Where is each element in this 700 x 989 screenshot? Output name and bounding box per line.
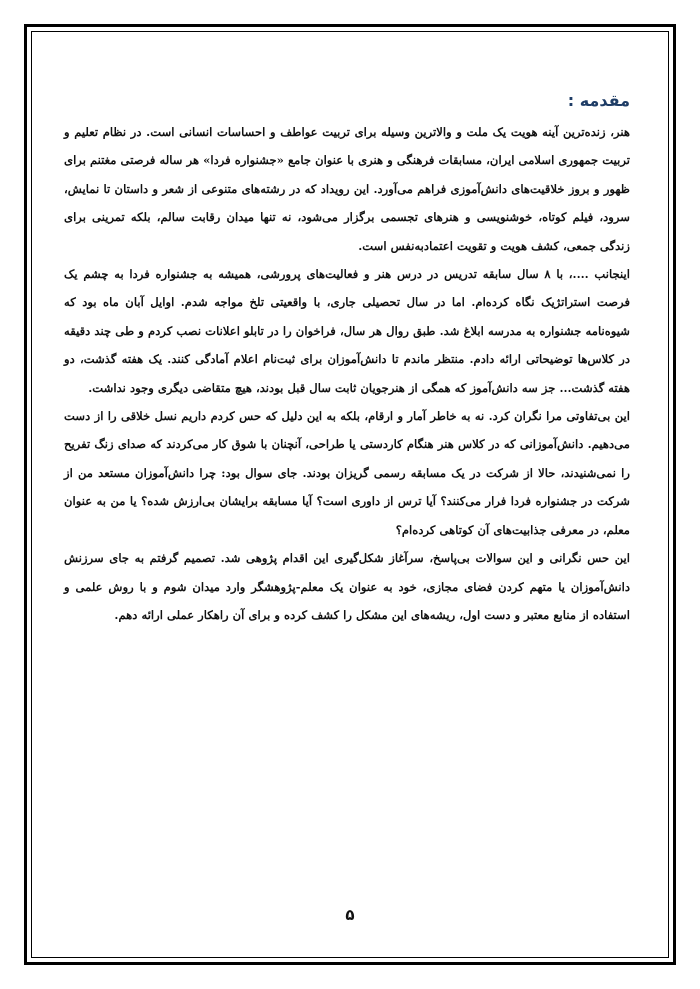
paragraph-intro: هنر، زنده‌ترین آینه هویت یک ملت و والاترین وسیله برای تربیت عواطف و احساسات انسانی است. در نظام تعلیم و تربیت جمهوری اسلامی ایران، مسابقات فرهنگی و هنری با عنوان جامع «جشنواره فردا» هر ساله فرصتی مغتنم برای ظهور و بروز خلاقیت‌های دانش‌آموزی فراهم می‌آورد. این رویداد که در رشته‌های متنوعی از شعر و داستان تا نمایش، سرود، فیلم کوتاه، خوشنویسی و هنرهای تجسمی برگزار می‌شود، نه تنها میدان رقابت سالم، بلکه تمرینی برای زندگی جمعی، کشف هویت و تقویت اعتمادبه‌نفس است. [64, 125, 630, 253]
page-number: ۵ [345, 906, 355, 924]
paragraph-experience: اینجانب ....، با ۸ سال سابقه تدریس در درس هنر و فعالیت‌های پرورشی، همیشه به جشنواره فردا به چشم یک فرصت استراتژیک نگاه کرده‌ام. اما در سال تحصیلی جاری، با واقعیتی تلخ مواجه شدم. اوایل آبان ماه بود که شیوه‌نامه جشنواره به مدرسه ابلاغ شد. طبق روال هر سال، فراخوان را در تابلو اعلانات نصب کردم و طی چند دقیقه در کلاس‌ها توضیحاتی ارائه دادم. منتظر ماندم تا دانش‌آموزان برای ثبت‌نام اعلام آمادگی کنند. یک هفته گذشت، دو هفته گذشت... جز سه دانش‌آموز که همگی از هنرجویان ثابت سال قبل بودند، هیچ متقاضی دیگری وجود نداشت. [64, 267, 630, 395]
paragraph-decision: این حس نگرانی و این سوالات بی‌پاسخ، سرآغاز شکل‌گیری این اقدام پژوهی شد. تصمیم گرفتم به جای سرزنش دانش‌آموزان یا متهم کردن فضای مجازی، خود به عنوان یک معلم-پژوهشگر وارد میدان شوم و با روش علمی و استفاده از منابع معتبر و دست اول، ریشه‌های این مشکل را کشف کرده و برای آن راهکار عملی ارائه دهم. [64, 551, 630, 622]
section-heading: مقدمه : [567, 91, 630, 110]
paragraph-concern: این بی‌تفاوتی مرا نگران کرد. نه به خاطر آمار و ارقام، بلکه به این دلیل که حس کردم داریم نسل خلاقی را از دست می‌دهیم. دانش‌آموزانی که در کلاس هنر هنگام کاردستی یا طراحی، آنچنان با شوق کار می‌کردند که صدای زنگ تفریح را نمی‌شنیدند، حالا از شرکت در یک مسابقه رسمی گریزان بودند. جای سوال بود: چرا دانش‌آموزان مستعد من از شرکت در جشنواره فردا فرار می‌کنند؟ آیا ترس از داوری است؟ آیا مسابقه برایشان بی‌ارزش شده؟ یا من به عنوان معلم، در معرفی جذابیت‌های آن کوتاهی کرده‌ام؟ [64, 409, 630, 537]
document-body [64, 88, 630, 629]
